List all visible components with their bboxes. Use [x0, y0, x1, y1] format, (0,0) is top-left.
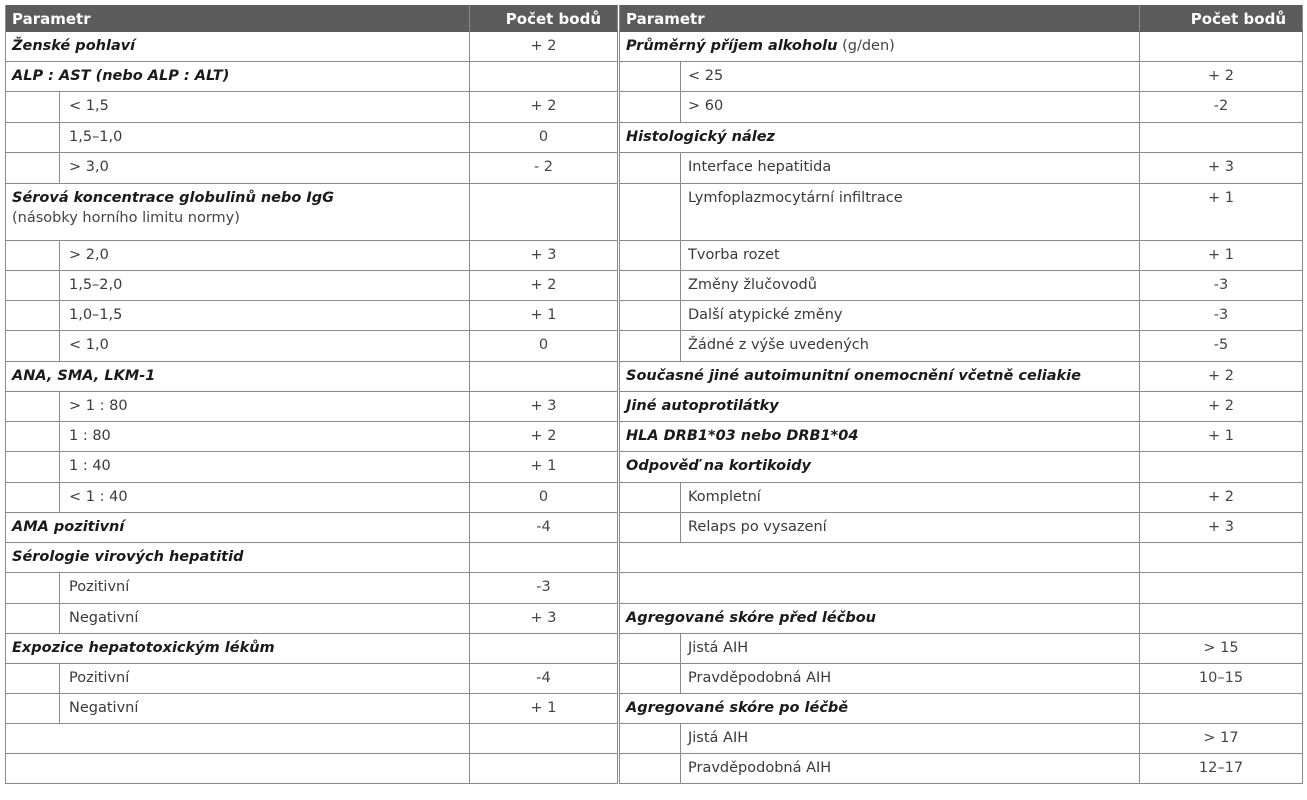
- right-table-row: [620, 331, 1303, 362]
- left-points-cell: [470, 331, 618, 361]
- right-table-row: [620, 271, 1303, 301]
- parameter-option: < 1,0: [69, 337, 109, 353]
- left-points-cell: [470, 573, 618, 603]
- left-points-header: Počet bodů: [470, 5, 618, 31]
- parameter-note: (násobky horního limitu normy): [12, 210, 240, 226]
- left-points-cell: [470, 754, 618, 783]
- left-points-cell: [470, 271, 618, 300]
- points-value: -3: [1213, 307, 1229, 323]
- parameter-option: Negativní: [69, 610, 139, 626]
- right-param-cell: [620, 301, 1140, 330]
- parameter-option: Kompletní: [688, 489, 761, 505]
- points-value: + 2: [1208, 398, 1234, 414]
- parameter-option: > 3,0: [69, 159, 109, 175]
- left-table-row: [6, 362, 618, 392]
- left-points-cell: [470, 604, 618, 633]
- left-points-cell: [470, 483, 618, 512]
- left-table-row: [6, 271, 618, 301]
- left-table-row: [6, 123, 618, 153]
- right-table-row: [620, 62, 1303, 92]
- left-points-cell: [470, 62, 618, 91]
- right-param-cell: [620, 604, 1140, 633]
- right-param-cell: [620, 271, 1140, 300]
- right-param-cell: [620, 452, 1140, 482]
- parameter-heading: Agregované skóre po léčbě: [626, 700, 849, 716]
- right-points-cell: [1140, 92, 1303, 122]
- points-value: -2: [1213, 98, 1229, 114]
- right-table-row: [620, 452, 1303, 483]
- points-value: 10–15: [1198, 670, 1244, 686]
- right-points-cell: [1140, 543, 1303, 572]
- right-table-row: [620, 604, 1303, 634]
- left-table-row: [6, 32, 618, 62]
- left-param-cell: [6, 664, 470, 693]
- right-points-cell: [1140, 573, 1303, 603]
- points-value: + 1: [530, 307, 557, 323]
- right-points-cell: [1140, 754, 1303, 783]
- right-table-row: [620, 724, 1303, 754]
- left-param-cell: [6, 392, 470, 421]
- left-table-row: [6, 392, 618, 422]
- left-points-cell: [470, 184, 618, 240]
- points-value: + 3: [1208, 159, 1234, 175]
- right-param-cell: [620, 664, 1140, 693]
- right-header-row: [620, 5, 1303, 32]
- right-param-cell: [620, 543, 1140, 572]
- parameter-heading: ALP : AST (nebo ALP : ALT): [12, 68, 230, 84]
- points-value: + 1: [1208, 190, 1234, 206]
- left-table: [5, 5, 618, 784]
- left-param-cell: [6, 271, 470, 300]
- left-table-row: [6, 543, 618, 573]
- right-table-row: [620, 483, 1303, 513]
- left-points-cell: [470, 123, 618, 152]
- right-param-cell: [620, 32, 1140, 61]
- left-table-row: [6, 664, 618, 694]
- right-points-cell: [1140, 331, 1303, 361]
- left-param-cell: [6, 754, 470, 783]
- right-param-cell: [620, 483, 1140, 512]
- right-table-row: [620, 362, 1303, 392]
- left-table-row: [6, 604, 618, 634]
- right-points-cell: [1140, 62, 1303, 91]
- right-points-header: Počet bodů: [1140, 5, 1303, 31]
- points-value: 0: [538, 337, 549, 353]
- parameter-option: < 25: [688, 68, 724, 84]
- left-table-row: [6, 301, 618, 331]
- points-value: + 3: [1208, 519, 1234, 535]
- parameter-option: 1 : 40: [69, 458, 111, 474]
- left-points-cell: [470, 513, 618, 542]
- left-points-cell: [470, 422, 618, 451]
- points-value: -4: [536, 670, 551, 686]
- left-points-cell: [470, 664, 618, 693]
- left-param-cell: [6, 92, 470, 122]
- right-points-cell: [1140, 271, 1303, 300]
- right-points-cell: [1140, 153, 1303, 183]
- points-value: + 2: [530, 277, 557, 293]
- right-points-cell: [1140, 694, 1303, 723]
- left-points-cell: [470, 634, 618, 663]
- right-param-cell: [620, 392, 1140, 421]
- left-param-cell: [6, 32, 470, 61]
- right-param-cell: [620, 184, 1140, 240]
- left-param-cell: [6, 153, 470, 183]
- right-param-cell: [620, 153, 1140, 183]
- left-param-cell: [6, 634, 470, 663]
- parameter-heading: Expozice hepatotoxickým lékům: [12, 640, 275, 656]
- right-points-cell: [1140, 664, 1303, 693]
- left-table-row: [6, 634, 618, 664]
- parameter-option: 1 : 80: [69, 428, 111, 444]
- right-points-cell: [1140, 392, 1303, 421]
- parameter-option: Interface hepatitida: [688, 159, 832, 175]
- parameter-heading: Jiné autoprotilátky: [626, 398, 779, 414]
- right-table-row: [620, 573, 1303, 604]
- left-param-cell: [6, 123, 470, 152]
- parameter-option: 1,5–1,0: [69, 129, 123, 145]
- left-param-cell: [6, 241, 470, 270]
- points-value: 0: [538, 129, 549, 145]
- parameter-heading: ANA, SMA, LKM-1: [12, 368, 156, 384]
- left-table-row: [6, 62, 618, 92]
- parameter-option: Žádné z výše uvedených: [688, 337, 869, 353]
- points-value: + 1: [530, 700, 557, 716]
- right-param-cell: [620, 634, 1140, 663]
- right-table-row: [620, 301, 1303, 331]
- points-value: - 2: [533, 159, 554, 175]
- right-table-row: [620, 153, 1303, 184]
- points-value: + 2: [1208, 368, 1234, 384]
- parameter-option: Jistá AIH: [688, 730, 749, 746]
- left-table-row: [6, 422, 618, 452]
- points-value: + 1: [530, 458, 557, 474]
- parameter-note: (g/den): [842, 38, 895, 54]
- left-table-row: [6, 513, 618, 543]
- right-table-row: [620, 513, 1303, 543]
- left-table-row: [6, 331, 618, 362]
- parameter-option: > 60: [688, 98, 724, 114]
- right-table-row: [620, 184, 1303, 241]
- left-param-cell: [6, 301, 470, 330]
- points-value: + 1: [1208, 428, 1234, 444]
- points-value: 0: [538, 489, 549, 505]
- right-table-row: [620, 694, 1303, 724]
- parameter-option: Relaps po vysazení: [688, 519, 827, 535]
- points-value: + 2: [1208, 68, 1234, 84]
- right-param-cell: [620, 92, 1140, 122]
- left-param-cell: [6, 184, 470, 240]
- parameter-option: Pravděpodobná AIH: [688, 760, 832, 776]
- left-table-row: [6, 694, 618, 724]
- left-param-cell: [6, 543, 470, 572]
- points-value: + 2: [530, 38, 557, 54]
- parameter-heading: Ženské pohlaví: [12, 38, 136, 54]
- left-param-cell: [6, 331, 470, 361]
- right-table-row: [620, 543, 1303, 573]
- left-param-cell: [6, 422, 470, 451]
- left-param-cell: [6, 513, 470, 542]
- parameter-option: Tvorba rozet: [688, 247, 780, 263]
- left-points-cell: [470, 724, 618, 753]
- left-table-row: [6, 573, 618, 604]
- points-value: > 17: [1203, 730, 1239, 746]
- right-table-row: [620, 92, 1303, 123]
- parameter-option: > 2,0: [69, 247, 109, 263]
- left-table-row: [6, 153, 618, 184]
- parameter-heading: Sérová koncentrace globulinů nebo IgG: [12, 190, 335, 206]
- right-param-cell: [620, 241, 1140, 270]
- parameter-heading: AMA pozitivní: [12, 519, 125, 535]
- left-param-cell: [6, 604, 470, 633]
- points-value: + 1: [1208, 247, 1234, 263]
- points-value: + 2: [530, 428, 557, 444]
- left-param-cell: [6, 362, 470, 391]
- right-param-cell: [620, 724, 1140, 753]
- points-value: + 2: [530, 98, 557, 114]
- left-param-cell: [6, 724, 470, 753]
- right-points-cell: [1140, 32, 1303, 61]
- parameter-heading: Sérologie virových hepatitid: [12, 549, 244, 565]
- parameter-option: Pozitivní: [69, 579, 130, 595]
- right-param-cell: [620, 754, 1140, 783]
- right-param-header: Parametr: [620, 5, 1140, 31]
- points-value: + 3: [530, 610, 557, 626]
- points-value: 12–17: [1198, 760, 1244, 776]
- left-points-cell: [470, 543, 618, 572]
- parameter-option: Jistá AIH: [688, 640, 749, 656]
- parameter-option: Další atypické změny: [688, 307, 843, 323]
- right-points-cell: [1140, 422, 1303, 451]
- parameter-option: Změny žlučovodů: [688, 277, 817, 293]
- left-points-cell: [470, 153, 618, 183]
- left-param-cell: [6, 483, 470, 512]
- left-points-cell: [470, 32, 618, 61]
- left-table-row: [6, 754, 618, 784]
- left-points-cell: [470, 694, 618, 723]
- right-points-cell: [1140, 724, 1303, 753]
- left-table-row: [6, 92, 618, 123]
- right-param-cell: [620, 362, 1140, 391]
- right-points-cell: [1140, 362, 1303, 391]
- points-value: -5: [1213, 337, 1229, 353]
- right-points-cell: [1140, 634, 1303, 663]
- left-points-cell: [470, 92, 618, 122]
- left-table-row: [6, 184, 618, 241]
- points-value: + 3: [530, 247, 557, 263]
- left-param-header: Parametr: [6, 5, 470, 31]
- parameter-heading: Agregované skóre před léčbou: [626, 610, 876, 626]
- parameter-heading: HLA DRB1*03 nebo DRB1*04: [626, 428, 859, 444]
- points-value: > 15: [1203, 640, 1239, 656]
- left-points-cell: [470, 241, 618, 270]
- right-table-row: [620, 241, 1303, 271]
- left-table-row: [6, 241, 618, 271]
- parameter-option: 1,5–2,0: [69, 277, 123, 293]
- parameter-heading: Průměrný příjem alkoholu: [626, 38, 838, 54]
- points-value: -4: [536, 519, 551, 535]
- right-param-cell: [620, 573, 1140, 603]
- right-points-cell: [1140, 452, 1303, 482]
- right-table-row: [620, 123, 1303, 153]
- left-header-row: [6, 5, 618, 32]
- parameter-option: < 1 : 40: [69, 489, 128, 505]
- right-param-cell: [620, 694, 1140, 723]
- parameter-heading: Současné jiné autoimunitní onemocnění včetně celiakie: [626, 368, 1081, 384]
- right-points-cell: [1140, 604, 1303, 633]
- left-param-cell: [6, 62, 470, 91]
- right-points-cell: [1140, 483, 1303, 512]
- parameter-option: < 1,5: [69, 98, 109, 114]
- parameter-option: Negativní: [69, 700, 139, 716]
- right-table-row: [620, 32, 1303, 62]
- left-points-cell: [470, 392, 618, 421]
- left-table-row: [6, 452, 618, 483]
- left-points-cell: [470, 301, 618, 330]
- points-value: -3: [536, 579, 551, 595]
- right-table-row: [620, 754, 1303, 784]
- right-param-cell: [620, 422, 1140, 451]
- parameter-option: Lymfoplazmocytární infiltrace: [688, 190, 903, 206]
- left-param-cell: [6, 452, 470, 482]
- parameter-option: Pravděpodobná AIH: [688, 670, 832, 686]
- right-param-cell: [620, 62, 1140, 91]
- left-param-cell: [6, 694, 470, 723]
- right-table-row: [620, 392, 1303, 422]
- points-value: + 3: [530, 398, 557, 414]
- parameter-option: Pozitivní: [69, 670, 130, 686]
- parameter-option: 1,0–1,5: [69, 307, 123, 323]
- left-points-cell: [470, 452, 618, 482]
- right-points-cell: [1140, 301, 1303, 330]
- right-table-row: [620, 634, 1303, 664]
- right-param-cell: [620, 513, 1140, 542]
- left-table-row: [6, 483, 618, 513]
- right-points-cell: [1140, 513, 1303, 542]
- points-value: -3: [1213, 277, 1229, 293]
- right-table-row: [620, 422, 1303, 452]
- right-table-row: [620, 664, 1303, 694]
- right-table: [619, 5, 1303, 784]
- points-value: + 2: [1208, 489, 1234, 505]
- right-param-cell: [620, 123, 1140, 152]
- left-table-row: [6, 724, 618, 754]
- right-param-cell: [620, 331, 1140, 361]
- parameter-heading: Histologický nález: [626, 129, 776, 145]
- parameter-option: > 1 : 80: [69, 398, 128, 414]
- left-points-cell: [470, 362, 618, 391]
- right-points-cell: [1140, 123, 1303, 152]
- right-points-cell: [1140, 241, 1303, 270]
- right-points-cell: [1140, 184, 1303, 240]
- left-param-cell: [6, 573, 470, 603]
- parameter-heading: Odpověď na kortikoidy: [626, 458, 811, 474]
